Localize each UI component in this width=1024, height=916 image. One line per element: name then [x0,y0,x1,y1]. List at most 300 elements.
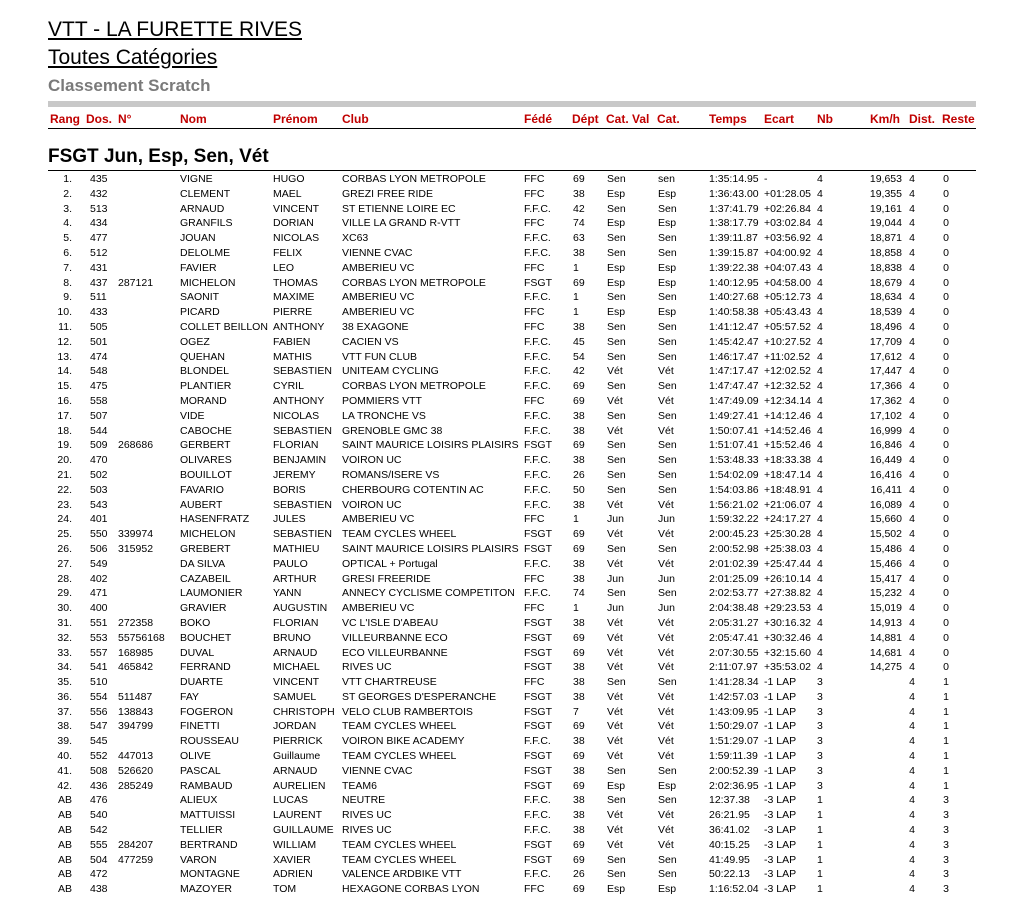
cell-dist: 4 [909,380,915,393]
cell-temps: 40:15.25 [709,838,750,851]
cell-fede: F.F.C. [524,350,551,363]
cell-nom: BERTRAND [180,838,238,851]
cell-nom: BLONDEL [180,365,230,378]
cell-fede: F.F.C. [524,483,551,496]
cell-fede: FFC [524,572,545,585]
cell-dist: 4 [909,631,915,644]
cell-club: SAINT MAURICE LOISIRS PLAISIRS [342,439,519,452]
cell-rang: 32. [57,631,72,644]
cell-temps: 2:00:52.98 [709,542,759,555]
cell-club: RIVES UC [342,824,392,837]
cell-catval: Esp [607,276,626,289]
cell-fede: FFC [524,261,545,274]
cell-prenom: GUILLAUME [273,824,334,837]
cell-catval: Sen [607,676,626,689]
cell-no: 138843 [118,705,154,718]
cell-ecart: +32:15.60 [764,646,812,659]
cell-reste: 0 [943,232,949,245]
cell-prenom: JORDAN [273,720,317,733]
cell-nb: 4 [817,557,823,570]
cell-dept: 38 [573,676,585,689]
cell-ecart: +12:34.14 [764,394,812,407]
cell-fede: FFC [524,217,545,230]
cell-rang: 7. [63,261,72,274]
cell-catval: Sen [607,868,626,881]
cell-kmh: 16,846 [869,439,902,452]
cell-kmh: 18,679 [869,276,902,289]
cell-catval: Vét [607,394,623,407]
cell-dos: 504 [90,853,108,866]
cell-ecart: -1 LAP [764,676,797,689]
cell-cat: Vét [658,824,674,837]
cell-dist: 4 [909,498,915,511]
cell-dos: 436 [90,779,108,792]
cell-dos: 550 [90,528,108,541]
cell-nb: 4 [817,202,823,215]
cell-temps: 1:45:42.47 [709,335,759,348]
cell-cat: Sen [658,542,677,555]
cell-nb: 4 [817,498,823,511]
cell-kmh: 15,466 [869,557,902,570]
cell-prenom: YANN [273,587,302,600]
cell-rang: AB [57,809,72,822]
cell-cat: Esp [658,276,677,289]
cell-club: VILLEURBANNE ECO [342,631,448,644]
cell-dist: 4 [909,320,915,333]
cell-ecart: +24:17.27 [764,513,812,526]
cell-rang: 40. [57,750,72,763]
cell-fede: F.F.C. [524,232,551,245]
cell-nom: DELOLME [180,246,231,259]
table-row [0,172,1024,187]
cell-dist: 4 [909,824,915,837]
cell-catval: Vét [607,646,623,659]
cell-rang: AB [57,838,72,851]
cell-prenom: MATHIEU [273,542,320,555]
cell-temps: 2:07:30.55 [709,646,759,659]
cell-rang: 27. [57,557,72,570]
header-rang: Rang [50,112,80,126]
cell-fede: F.F.C. [524,424,551,437]
cell-prenom: CYRIL [273,380,304,393]
cell-nb: 4 [817,616,823,629]
cell-ecart: +30:16.32 [764,616,812,629]
cell-dept: 38 [573,661,585,674]
cell-nb: 1 [817,794,823,807]
cell-reste: 0 [943,498,949,511]
cell-prenom: SAMUEL [273,690,317,703]
cell-dept: 69 [573,542,585,555]
cell-club: GRESI FREERIDE [342,572,431,585]
cell-cat: Sen [658,291,677,304]
table-row [0,838,1024,853]
cell-club: VTT CHARTREUSE [342,676,437,689]
cell-reste: 1 [943,750,949,763]
cell-dos: 476 [90,794,108,807]
cell-kmh: 16,089 [869,498,902,511]
cell-dos: 554 [90,690,108,703]
cell-club: CORBAS LYON METROPOLE [342,173,486,185]
cell-kmh: 14,913 [869,616,902,629]
cell-club: TEAM CYCLES WHEEL [342,528,457,541]
cell-temps: 1:59:11.39 [709,750,758,763]
cell-reste: 0 [943,380,949,393]
cell-cat: Vét [658,424,674,437]
cell-club: CHERBOURG COTENTIN AC [342,483,484,496]
cell-kmh: 16,416 [869,468,902,481]
cell-cat: Esp [658,187,677,200]
cell-no: 287121 [118,276,154,289]
cell-prenom: CHRISTOPH [273,705,335,718]
cell-reste: 3 [943,794,949,807]
cell-catval: Esp [607,187,626,200]
cell-fede: FFC [524,173,545,185]
cell-dept: 38 [573,824,585,837]
cell-dist: 4 [909,276,915,289]
cell-club: ST GEORGES D'ESPERANCHE [342,690,497,703]
cell-dist: 4 [909,750,915,763]
cell-nom: OGEZ [180,335,210,348]
cell-dist: 4 [909,173,915,185]
header-dept: Dépt [572,112,599,126]
cell-catval: Vét [607,720,623,733]
table-row [0,542,1024,557]
cell-temps: 1:39:22.38 [709,261,759,274]
cell-prenom: BORIS [273,483,306,496]
cell-prenom: MAXIME [273,291,315,304]
cell-nom: MATTUISSI [180,809,236,822]
cell-club: VIENNE CVAC [342,764,413,777]
cell-dist: 4 [909,454,915,467]
cell-catval: Sen [607,320,626,333]
cell-cat: Sen [658,468,677,481]
cell-nom: ALIEUX [180,794,218,807]
cell-rang: 5. [63,232,72,245]
cell-cat: Esp [658,779,677,792]
cell-reste: 3 [943,868,949,881]
table-row [0,734,1024,749]
cell-nom: GREBERT [180,542,231,555]
cell-dept: 69 [573,646,585,659]
cell-nom: COLLET BEILLON [180,320,268,333]
cell-cat: Sen [658,853,677,866]
cell-dos: 541 [90,661,108,674]
cell-catval: Sen [607,764,626,777]
cell-rang: 28. [57,572,72,585]
cell-dos: 432 [90,187,108,200]
cell-nom: FAY [180,690,200,703]
cell-reste: 0 [943,335,949,348]
cell-catval: Vét [607,735,623,748]
cell-fede: FSGT [524,705,552,718]
cell-nb: 3 [817,690,823,703]
cell-ecart: -1 LAP [764,720,797,733]
cell-dept: 38 [573,764,585,777]
cell-club: XC63 [342,232,369,245]
cell-fede: FSGT [524,838,552,851]
cell-cat: Sen [658,483,677,496]
cell-reste: 3 [943,853,949,866]
cell-ecart: +14:52.46 [764,424,812,437]
cell-catval: Sen [607,232,626,245]
cell-rang: AB [57,883,72,896]
cell-catval: Sen [607,202,626,215]
cell-fede: F.F.C. [524,468,551,481]
cell-rang: 17. [57,409,72,422]
cell-nom: GRAVIER [180,602,227,615]
cell-catval: Vét [607,557,623,570]
results-table [0,172,1024,897]
cell-temps: 2:01:02.39 [709,557,759,570]
cell-rang: 21. [57,468,72,481]
cell-nom: MORAND [180,394,227,407]
cell-fede: F.F.C. [524,868,551,881]
cell-club: AMBERIEU VC [342,291,415,304]
cell-fede: FSGT [524,779,552,792]
cell-ecart: +05:12.73 [764,291,812,304]
cell-reste: 1 [943,676,949,689]
cell-temps: 1:59:32.22 [709,513,759,526]
cell-dept: 69 [573,779,585,792]
cell-rang: 4. [63,217,72,230]
cell-reste: 0 [943,306,949,319]
cell-rang: 30. [57,602,72,615]
cell-nom: BOUCHET [180,631,232,644]
table-row [0,631,1024,646]
cell-rang: 29. [57,587,72,600]
cell-prenom: FLORIAN [273,439,319,452]
cell-dist: 4 [909,542,915,555]
cell-dept: 38 [573,320,585,333]
cell-rang: 10. [57,306,72,319]
cell-nb: 4 [817,572,823,585]
cell-dept: 1 [573,291,579,304]
cell-temps: 2:00:45.23 [709,528,759,541]
cell-rang: 11. [58,320,72,333]
table-row [0,409,1024,424]
cell-kmh: 15,019 [869,602,902,615]
table-row [0,290,1024,305]
cell-club: VC L'ISLE D'ABEAU [342,616,439,629]
cell-catval: Jun [607,572,624,585]
cell-temps: 2:05:47.41 [709,631,759,644]
cell-cat: Sen [658,232,677,245]
cell-rang: 15. [57,380,72,393]
cell-dos: 553 [90,631,108,644]
cell-dos: 551 [90,616,108,629]
cell-temps: 2:02:36.95 [709,779,759,792]
table-row [0,646,1024,661]
header-dos: Dos. [86,112,113,126]
header-catval: Cat. Val [606,112,650,126]
cell-club: RIVES UC [342,661,392,674]
cell-reste: 0 [943,202,949,215]
cell-kmh: 15,232 [869,587,902,600]
cell-nb: 4 [817,602,823,615]
cell-dept: 63 [573,232,585,245]
cell-nb: 4 [817,246,823,259]
cell-prenom: MATHIS [273,350,312,363]
cell-prenom: HUGO [273,173,305,185]
cell-dept: 50 [573,483,585,496]
cell-nb: 4 [817,335,823,348]
cell-dos: 509 [90,439,108,452]
cell-cat: Esp [658,261,677,274]
cell-reste: 1 [943,690,949,703]
cell-club: HEXAGONE CORBAS LYON [342,883,480,896]
table-row [0,394,1024,409]
cell-rang: 41. [57,764,72,777]
cell-ecart: +10:27.52 [764,335,812,348]
cell-catval: Sen [607,468,626,481]
cell-fede: FSGT [524,690,552,703]
cell-nom: FINETTI [180,720,220,733]
cell-cat: Vét [658,838,674,851]
header-dist: Dist. [909,112,936,126]
cell-dos: 472 [90,868,108,881]
cell-prenom: TOM [273,883,297,896]
cell-dept: 69 [573,631,585,644]
cell-reste: 0 [943,217,949,230]
cell-prenom: ARNAUD [273,646,318,659]
cell-nb: 4 [817,320,823,333]
cell-catval: Esp [607,261,626,274]
cell-catval: Sen [607,853,626,866]
cell-dist: 4 [909,261,915,274]
cell-temps: 1:40:27.68 [709,291,759,304]
cell-club: AMBERIEU VC [342,602,415,615]
cell-ecart: +05:43.43 [764,306,812,319]
cell-nb: 4 [817,365,823,378]
cell-fede: F.F.C. [524,246,551,259]
cell-nb: 4 [817,513,823,526]
cell-nom: RAMBAUD [180,779,233,792]
cell-temps: 1:41:12.47 [709,320,759,333]
cell-dist: 4 [909,483,915,496]
cell-dept: 69 [573,750,585,763]
cell-nb: 4 [817,306,823,319]
cell-dos: 503 [90,483,108,496]
cell-dos: 540 [90,809,108,822]
cell-kmh: 19,653 [869,173,902,185]
cell-club: ROMANS/ISERE VS [342,468,440,481]
cell-nb: 1 [817,824,823,837]
cell-ecart: +25:30.28 [764,528,812,541]
cell-temps: 1:47:49.09 [709,394,759,407]
cell-nb: 4 [817,646,823,659]
cell-no: 526620 [118,764,154,777]
cell-club: TEAM CYCLES WHEEL [342,853,457,866]
cell-temps: 1:50:07.41 [709,424,759,437]
cell-prenom: MICHAEL [273,661,320,674]
cell-prenom: FELIX [273,246,303,259]
cell-kmh: 15,417 [869,572,902,585]
cell-reste: 0 [943,528,949,541]
cell-ecart: - [764,173,768,185]
cell-dist: 4 [909,291,915,304]
cell-prenom: ARNAUD [273,764,318,777]
cell-club: TEAM CYCLES WHEEL [342,750,457,763]
cell-reste: 0 [943,365,949,378]
cell-fede: F.F.C. [524,409,551,422]
cell-kmh: 18,858 [869,246,902,259]
cell-temps: 1:38:17.79 [709,217,759,230]
cell-nom: HASENFRATZ [180,513,250,526]
cell-kmh: 17,362 [869,394,902,407]
cell-prenom: DORIAN [273,217,314,230]
cell-cat: Sen [658,454,677,467]
cell-catval: Sen [607,542,626,555]
cell-rang: 24. [57,513,72,526]
cell-club: ANNECY CYCLISME COMPETITON [342,587,515,600]
table-row [0,483,1024,498]
cell-dept: 69 [573,394,585,407]
cell-dept: 1 [573,513,579,526]
cell-cat: Sen [658,350,677,363]
cell-nb: 3 [817,764,823,777]
cell-nom: LAUMONIER [180,587,243,600]
cell-prenom: PIERRE [273,306,313,319]
cell-ecart: +12:02.52 [764,365,812,378]
cell-rang: 31. [57,616,72,629]
cell-rang: 20. [57,454,72,467]
cell-nb: 3 [817,676,823,689]
cell-dept: 38 [573,690,585,703]
header-nom: Nom [180,112,207,126]
cell-club: TEAM CYCLES WHEEL [342,838,457,851]
cell-nom: OLIVARES [180,454,232,467]
cell-no: 284207 [118,838,154,851]
cell-rang: 33. [57,646,72,659]
cell-ecart: -3 LAP [764,868,797,881]
header-club: Club [342,112,369,126]
cell-club: VELO CLUB RAMBERTOIS [342,705,473,718]
cell-reste: 0 [943,261,949,274]
cell-reste: 0 [943,173,949,185]
cell-prenom: Guillaume [273,750,321,763]
cell-nom: FAVARIO [180,483,224,496]
cell-catval: Vét [607,661,623,674]
cell-dos: 552 [90,750,108,763]
cell-reste: 0 [943,424,949,437]
cell-dist: 4 [909,779,915,792]
cell-nom: DUARTE [180,676,223,689]
cell-fede: FFC [524,394,545,407]
cell-dept: 74 [573,217,585,230]
cell-temps: 12:37.38 [709,794,750,807]
cell-catval: Vét [607,838,623,851]
cell-temps: 2:11:07.97 [709,661,758,674]
table-row [0,335,1024,350]
cell-dist: 4 [909,513,915,526]
cell-rang: 34. [57,661,72,674]
cell-prenom: ANTHONY [273,394,325,407]
cell-dist: 4 [909,764,915,777]
cell-dos: 505 [90,320,108,333]
cell-rang: 16. [57,394,72,407]
cell-rang: 42. [57,779,72,792]
cell-nom: GRANFILS [180,217,233,230]
table-row [0,764,1024,779]
cell-dos: 470 [90,454,108,467]
cell-kmh: 19,355 [869,187,902,200]
cell-catval: Vét [607,616,623,629]
cell-dist: 4 [909,661,915,674]
cell-dept: 38 [573,572,585,585]
cell-dos: 547 [90,720,108,733]
cell-rang: 14. [57,365,72,378]
cell-cat: Vét [658,498,674,511]
